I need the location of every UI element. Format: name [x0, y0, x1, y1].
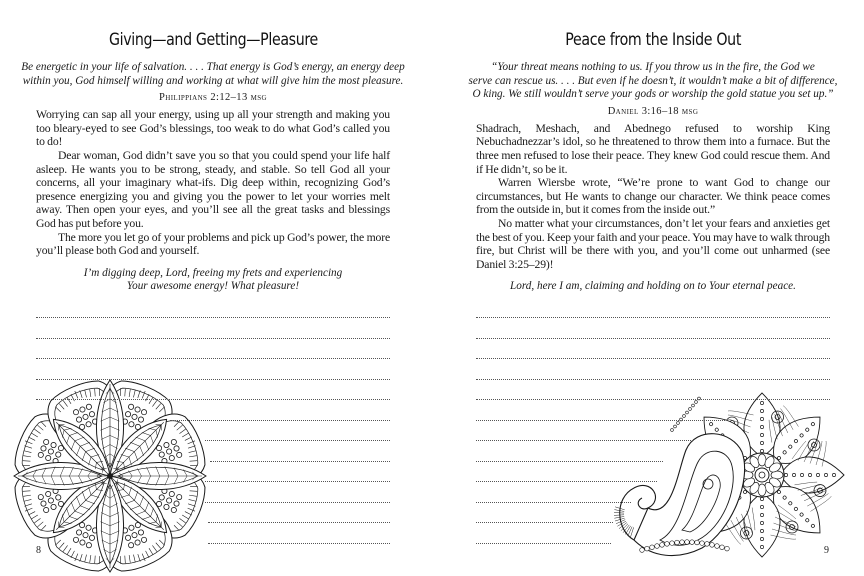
journal-line[interactable] — [476, 461, 663, 462]
body-paragraph: Warren Wiersbe wrote, “We’re prone to want God to change our circumstances, but He wants to change our character. We think peace comes from the outside in, but it comes from the inside out.” — [476, 176, 830, 217]
epigraph-line: O king. We still wouldn’t serve your gods or worship the gold statue you set up.” — [472, 88, 834, 101]
journal-line[interactable] — [476, 358, 830, 359]
paisley-bead — [650, 545, 655, 550]
journal-line[interactable] — [476, 543, 611, 544]
journal-line[interactable] — [205, 481, 390, 482]
epigraph-quote — [456, 61, 850, 102]
closing-prayer — [476, 280, 830, 294]
devotional-body — [476, 122, 830, 272]
journal-line[interactable] — [476, 420, 725, 421]
journal-line[interactable] — [205, 502, 390, 503]
page-title-text: Peace from the Inside Out — [565, 30, 741, 49]
journal-line[interactable] — [36, 317, 390, 318]
journal-line[interactable] — [208, 522, 390, 523]
journal-line[interactable] — [476, 338, 830, 339]
journal-line[interactable] — [210, 461, 390, 462]
paisley-bead — [640, 548, 645, 553]
prayer-line: Lord, here I am, claiming and holding on to Your eternal peace. — [510, 280, 796, 293]
right-page-content — [468, 30, 838, 544]
journal-line[interactable] — [36, 379, 390, 380]
left-page-content — [21, 30, 405, 544]
scripture-reference: Daniel 3:16–18 msg — [607, 105, 699, 117]
right-page — [432, 0, 864, 576]
epigraph-quote — [16, 61, 410, 88]
devotional-body — [36, 108, 390, 258]
journal-lines — [476, 298, 830, 544]
page-number: 8 — [36, 545, 41, 556]
journal-line[interactable] — [476, 440, 693, 441]
journal-line[interactable] — [36, 338, 390, 339]
prayer-line: Your awesome energy! What pleasure! — [126, 280, 300, 293]
scripture-reference: Philippians 2:12–13 msg — [159, 92, 267, 104]
journal-line[interactable] — [170, 420, 390, 421]
paisley-bead — [655, 544, 660, 549]
journal-lines — [36, 298, 390, 544]
journal-line[interactable] — [476, 502, 631, 503]
paisley-bead — [645, 546, 650, 551]
epigraph-line: “Your threat means nothing to us. If you throw us in the fire, the God we — [491, 61, 815, 73]
journal-line[interactable] — [36, 358, 390, 359]
paisley-bead — [725, 546, 730, 551]
journal-line[interactable] — [205, 440, 390, 441]
journal-line[interactable] — [36, 399, 390, 400]
body-paragraph: Dear woman, God didn’t save you so that you could spend your life half asleep. He wants you to be strong, steady, and stable. So tell God all your concerns, all your imaginary what-ifs. Dig deep within, recognizing God’s presence energizing you and giving you the power to let your worries melt away. Then open your eyes, and you’ll see all the great tasks and blessings God has put before you. — [36, 148, 390, 230]
body-paragraph: No matter what your circumstances, don’t let your fears and anxieties get the best of you. Keep your faith and your peace. You may have to walk through fire, but Christ will be there with you, and you’ll come out unharmed (see Daniel 3:25–29)! — [476, 216, 830, 271]
closing-prayer — [36, 267, 390, 294]
page-title — [36, 30, 390, 49]
journal-line[interactable] — [476, 379, 830, 380]
epigraph-line: serve can rescue us. . . . But even if he doesn’t, it wouldn’t make a bit of difference, — [468, 74, 838, 87]
body-paragraph: Worrying can sap all your energy, using up all your strength and making you too bleary-eyed to see God’s blessings, too weak to do what God’s called you to do! — [36, 108, 390, 149]
journal-line[interactable] — [476, 481, 657, 482]
page-number: 9 — [824, 545, 829, 556]
page-title-text: Giving—and Getting—Pleasure — [108, 30, 318, 49]
journal-line[interactable] — [476, 522, 613, 523]
journal-line[interactable] — [476, 317, 830, 318]
journal-line[interactable] — [476, 399, 830, 400]
epigraph-line: within you, God himself willing and working at what will give him the most pleasure. — [22, 74, 404, 87]
paisley-bead — [720, 545, 725, 550]
body-paragraph: Shadrach, Meshach, and Abednego refused to worship King Nebuchadnezzar’s idol, so he threatened to throw them into a furnace. But the three men refused to lose their peace. They knew God could rescue them. And if He didn’t, so be it. — [476, 121, 830, 176]
page-title — [476, 30, 830, 49]
epigraph-line: Be energetic in your life of salvation. . . . That energy is God’s energy, an energy deep — [21, 61, 405, 73]
journal-line[interactable] — [208, 543, 390, 544]
paisley-bead — [715, 544, 720, 549]
body-paragraph: The more you let go of your problems and pick up God’s power, the more you’ll please both God and yourself. — [36, 230, 390, 258]
prayer-line: I’m digging deep, Lord, freeing my frets and experiencing — [83, 266, 343, 279]
